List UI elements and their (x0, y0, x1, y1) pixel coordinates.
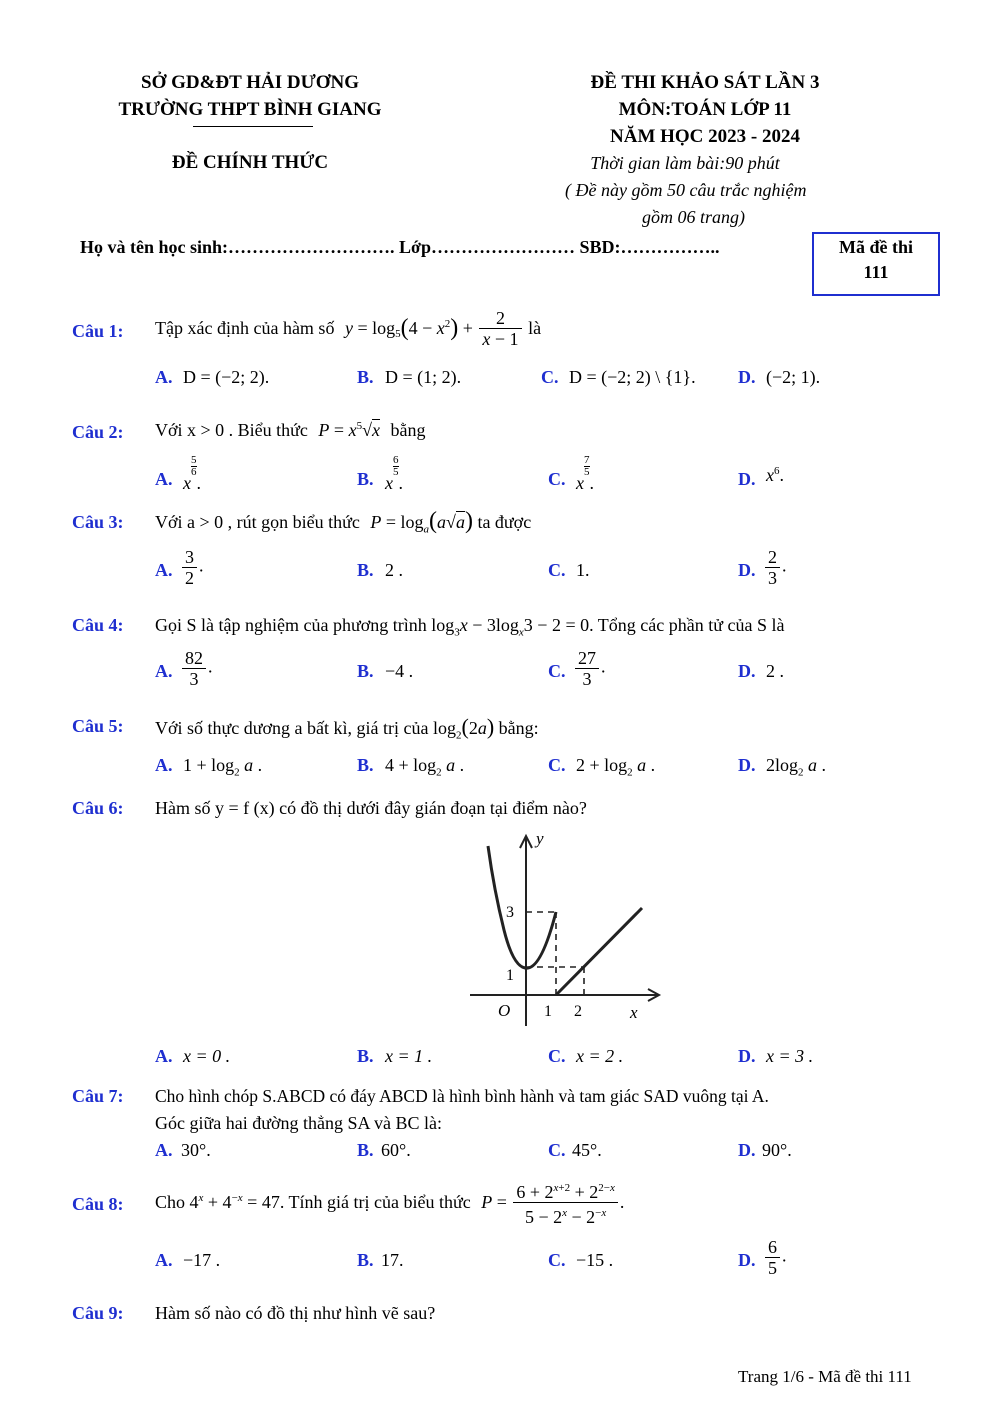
q3-option-a[interactable]: $\frac{3}{2}$ . (180, 547, 204, 588)
q6-graph (462, 830, 672, 1030)
q4-option-b-label: B. (357, 661, 374, 681)
question-7-line-1: Cho hình chóp S.ABCD có đáy ABCD là hình bình hành và tam giác SAD vuông tại A. (155, 1086, 769, 1106)
q1-option-a[interactable]: D = (−2; 2). (183, 367, 270, 387)
q6-option-a[interactable]: x = 0 . (183, 1046, 231, 1066)
question-8-label: Câu 8: (72, 1194, 124, 1214)
q3-option-b[interactable]: 2 . (385, 560, 403, 580)
exam-note-1: ( Đề này gồm 50 câu trắc nghiệm (565, 180, 807, 200)
q5-option-d[interactable]: $2\log_2$ a . (766, 755, 827, 779)
question-3-label: Câu 3: (72, 512, 124, 532)
q6-option-c[interactable]: x = 2 . (576, 1046, 624, 1066)
q8-option-c-label: C. (548, 1250, 566, 1270)
q1-option-b-label: B. (357, 367, 374, 387)
q5-option-b-label: B. (357, 755, 374, 775)
q8-option-a-label: A. (155, 1250, 173, 1270)
q7-option-c[interactable]: 45°. (572, 1140, 602, 1160)
exam-note-2: gồm 06 trang) (642, 207, 745, 227)
q6-option-b-label: B. (357, 1046, 374, 1066)
question-9-text: Hàm số nào có đồ thị như hình vẽ sau? (155, 1303, 436, 1323)
q6-option-a-label: A. (155, 1046, 173, 1066)
q7-option-d[interactable]: 90°. (762, 1140, 792, 1160)
school-name: TRƯỜNG THPT BÌNH GIANG (118, 99, 382, 120)
q4-option-d[interactable]: 2 . (766, 661, 784, 681)
question-2-label: Câu 2: (72, 422, 124, 442)
question-5-label: Câu 5: (72, 716, 124, 736)
q1-option-d-label: D. (738, 367, 756, 387)
q5-option-a[interactable]: $1 + \log_2 a$ . (183, 755, 263, 779)
question-1-text: Tập xác định của hàm số $y = \log_5(4 - x^2)$ + $\frac{2}{x - 1}$ là (155, 308, 542, 349)
q2-option-b[interactable]: x $^{\frac{6}{5}}$ . (385, 454, 403, 493)
q3-option-d-label: D. (738, 560, 756, 580)
q1-option-b[interactable]: D = (1; 2). (385, 367, 462, 387)
exam-code-value: 111 (863, 262, 889, 282)
q8-option-b-label: B. (357, 1250, 374, 1270)
q6-option-c-label: C. (548, 1046, 566, 1066)
graph-tick-x2: 2 (574, 1003, 582, 1020)
q1-option-c[interactable]: D = (−2; 2) \ {1}. (569, 367, 696, 387)
curve-line (556, 908, 642, 995)
question-5-text: Với số thực dương a bất kì, giá trị của $\log_2(2a)$ bằng: (155, 714, 539, 742)
q7-option-d-label: D. (738, 1140, 756, 1160)
q8-option-d[interactable]: $\frac{6}{5}$ . (763, 1237, 787, 1278)
q6-option-d[interactable]: x = 3 . (766, 1046, 814, 1066)
q5-option-a-label: A. (155, 755, 173, 775)
q5-option-d-label: D. (738, 755, 756, 775)
q7-option-a[interactable]: 30°. (181, 1140, 211, 1160)
exam-code-label: Mã đề thi (839, 237, 913, 257)
question-2-text: Với x > 0 . Biểu thức $P = x^5√x$ bằng (155, 420, 426, 440)
official-label: ĐỀ CHÍNH THỨC (171, 152, 329, 173)
q4-option-a-label: A. (155, 661, 173, 681)
q7-option-b[interactable]: 60°. (381, 1140, 411, 1160)
q7-option-a-label: A. (155, 1140, 173, 1160)
q3-option-c[interactable]: 1. (576, 560, 590, 580)
q3-option-d[interactable]: $\frac{2}{3}$ . (763, 547, 787, 588)
question-8-text: Cho $4^x + 4^{-x} = 47$. Tính giá trị của biểu thức P = $\frac{6 + 2^{x+2} + 2^{2-x}}{5 - 2^x - 2^{-x}}$ . (155, 1178, 624, 1227)
q7-option-b-label: B. (357, 1140, 374, 1160)
q3-option-b-label: B. (357, 560, 374, 580)
header-divider (193, 126, 313, 127)
q5-option-c[interactable]: $2 + \log_2 a$ . (576, 755, 656, 779)
q6-option-d-label: D. (738, 1046, 756, 1066)
q7-option-c-label: C. (548, 1140, 566, 1160)
department-name: SỞ GD&ĐT HẢI DƯƠNG (141, 72, 359, 93)
student-info-line: Họ và tên học sinh:………………………. Lớp…………………… SBD:…………….. (80, 237, 720, 257)
question-1-label: Câu 1: (72, 321, 124, 341)
q1-option-d[interactable]: (−2; 1). (766, 367, 821, 387)
exam-subject: MÔN:TOÁN LỚP 11 (618, 99, 792, 120)
graph-tick-x1: 1 (544, 1003, 552, 1020)
graph-tick-1: 1 (506, 967, 514, 984)
q2-option-c-label: C. (548, 469, 566, 489)
q3-option-c-label: C. (548, 560, 566, 580)
page-footer: Trang 1/6 - Mã đề thi 111 (738, 1367, 912, 1386)
q5-option-b[interactable]: $4 + \log_2 a$ . (385, 755, 465, 779)
q3-option-a-label: A. (155, 560, 173, 580)
exam-time: Thời gian làm bài:90 phút (590, 153, 780, 173)
q8-option-c[interactable]: −15 . (576, 1250, 614, 1270)
q2-option-c[interactable]: x $^{\frac{7}{5}}$ . (576, 454, 594, 493)
curve-parabola (488, 846, 556, 968)
question-3-text: Với a > 0 , rút gọn biểu thức $P = \log_a(a√a)$ ta được (155, 508, 532, 536)
q5-option-c-label: C. (548, 755, 566, 775)
q4-option-c-label: C. (548, 661, 566, 681)
q8-option-b[interactable]: 17. (381, 1250, 404, 1270)
question-4-label: Câu 4: (72, 615, 124, 635)
graph-y-label: y (536, 830, 544, 848)
question-6-label: Câu 6: (72, 798, 124, 818)
q8-option-d-label: D. (738, 1250, 756, 1270)
q2-option-d-label: D. (738, 469, 756, 489)
q4-option-d-label: D. (738, 661, 756, 681)
q4-option-b[interactable]: −4 . (385, 661, 414, 681)
question-7-label: Câu 7: (72, 1086, 124, 1106)
q8-option-a[interactable]: −17 . (183, 1250, 221, 1270)
question-4-text: Gọi S là tập nghiệm của phương trình $\log_3x - 3\log_x3 - 2 = 0$. Tổng các phần tử của S là (155, 615, 785, 639)
exam-title: ĐỀ THI KHẢO SÁT LẦN 3 (590, 72, 820, 93)
graph-tick-3: 3 (506, 904, 514, 921)
q6-option-b[interactable]: x = 1 . (385, 1046, 433, 1066)
question-6-text: Hàm số y = f (x) có đồ thị dưới đây gián đoạn tại điểm nào? (155, 798, 587, 818)
graph-origin-label: O (498, 1001, 511, 1020)
q2-option-a-label: A. (155, 469, 173, 489)
exam-code-box (812, 232, 940, 296)
q2-option-b-label: B. (357, 469, 374, 489)
q4-option-a[interactable]: $\frac{82}{3}$ . (180, 648, 213, 689)
q2-option-d[interactable]: $x^6$. (766, 465, 784, 485)
q4-option-c[interactable]: $\frac{27}{3}$ . (573, 648, 606, 689)
question-9-label: Câu 9: (72, 1303, 124, 1323)
question-7-line-2: Góc giữa hai đường thẳng SA và BC là: (155, 1113, 442, 1133)
q1-option-a-label: A. (155, 367, 173, 387)
graph-x-label: x (630, 1003, 638, 1022)
exam-year: NĂM HỌC 2023 - 2024 (610, 126, 800, 147)
q2-option-a[interactable]: x $^{\frac{5}{6}}$ . (183, 454, 201, 493)
q1-option-c-label: C. (541, 367, 559, 387)
